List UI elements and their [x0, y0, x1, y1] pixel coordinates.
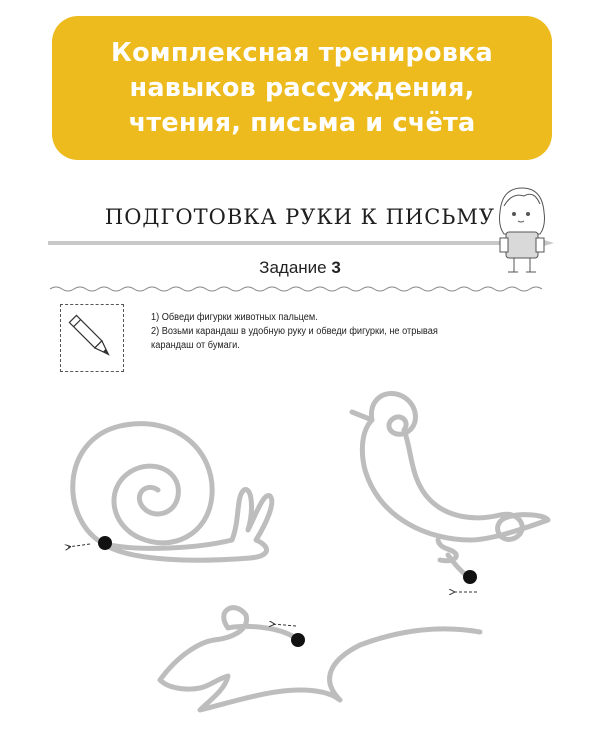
banner-line-2: навыков рассуждения, [129, 72, 475, 103]
snail-start-dot [98, 536, 112, 550]
task-number: 3 [331, 258, 341, 277]
banner-line-1: Комплексная тренировка [111, 37, 493, 68]
bird-start-dot [463, 570, 477, 584]
section-title: ПОДГОТОВКА РУКИ К ПИСЬМУ [104, 205, 496, 229]
banner-line-3: чтения, письма и счёта [128, 107, 476, 138]
bird-trace-figure [352, 393, 548, 577]
mouse-start-dot [291, 633, 305, 647]
instruction-step-2: 2) Возьми карандаш в удобную руку и обведи фигурки, не отрывая [151, 326, 438, 337]
task-word: Задание [259, 258, 327, 277]
instruction-step-2-continued: карандаш от бумаги. [151, 340, 240, 351]
snail-direction-arrow [68, 544, 90, 547]
instruction-step-1: 1) Обведи фигурки животных пальцем. [151, 312, 318, 323]
mouse-trace-figure [160, 608, 480, 710]
mouse-direction-arrow [272, 624, 296, 626]
